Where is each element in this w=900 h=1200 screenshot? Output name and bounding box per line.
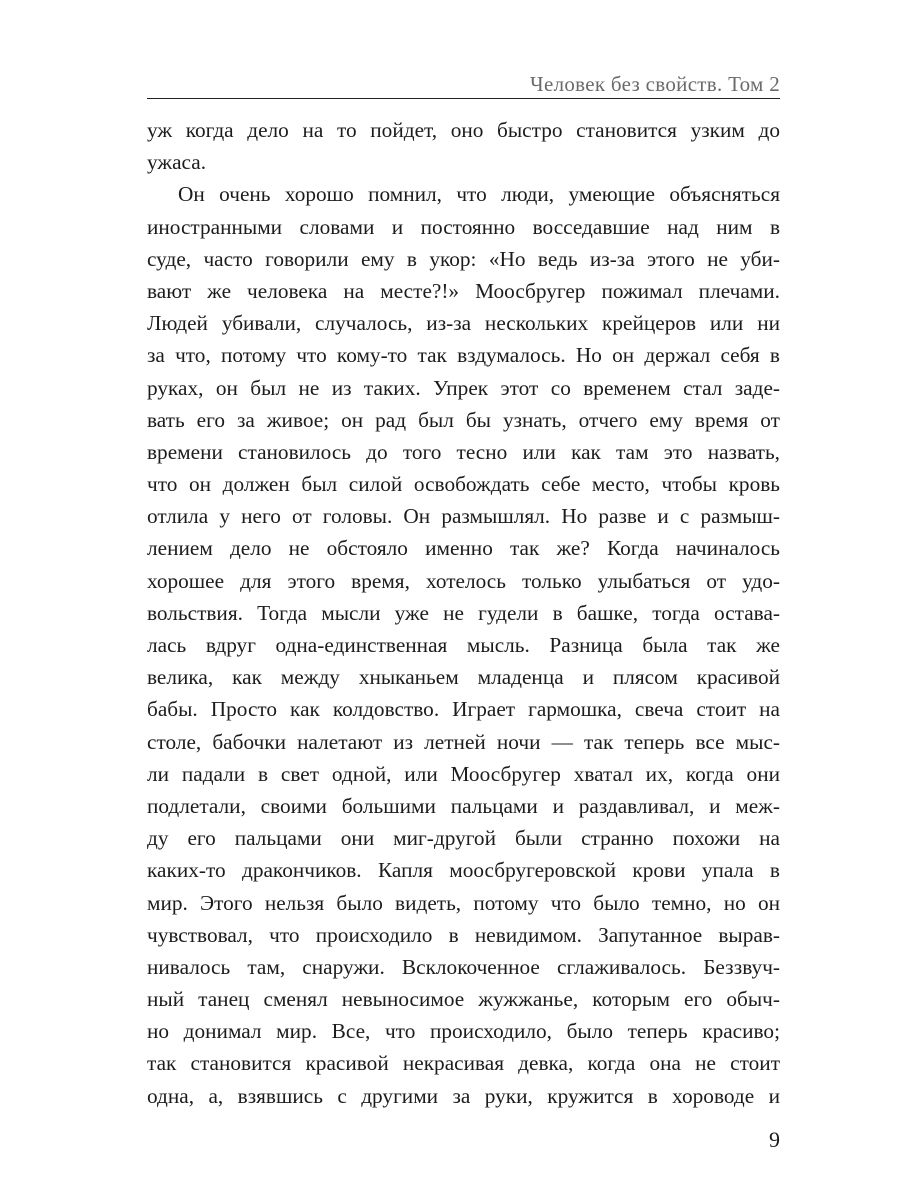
text-line: вольствия. Тогда мысли уже не гудели в башке, тогда остава-	[147, 600, 780, 625]
body-text	[147, 114, 780, 1144]
text-line: времени становилось до того тесно или как там это назвать,	[147, 439, 780, 464]
text-line: Он очень хорошо помнил, что люди, умеющие объясняться	[178, 182, 780, 207]
header-rule	[147, 98, 780, 99]
page-number: 9	[769, 1127, 780, 1152]
text-line: отлила у него от головы. Он размышлял. Но разве и с размыш-	[147, 504, 780, 529]
text-line: одна, а, взявшись с другими за руки, кружится в хороводе и	[147, 1083, 780, 1108]
text-line: лением дело не обстояло именно так же? Когда начиналось	[147, 536, 780, 561]
text-line: руках, он был не из таких. Упрек этот со временем стал заде-	[147, 375, 780, 400]
text-line: за что, потому что кому-то так вздумалось. Но он держал себя в	[147, 343, 780, 368]
text-line: иностранными словами и постоянно восседавшие над ним в	[147, 214, 780, 239]
text-line: вают же человека на месте?!» Моосбругер пожимал плечами.	[147, 278, 780, 303]
text-line: столе, бабочки налетают из летней ночи — так теперь все мыс-	[147, 729, 780, 754]
text-line: каких-то дракончиков. Капля моосбругеровской крови упала в	[147, 858, 780, 883]
running-head: Человек без свойств. Том 2	[530, 72, 780, 96]
text-line: нивалось там, снаружи. Всклокоченное сглаживалось. Беззвуч-	[147, 954, 780, 979]
text-line: но донимал мир. Все, что происходило, было теперь красиво;	[147, 1019, 780, 1044]
text-line: хорошее для этого время, хотелось только улыбаться от удо-	[147, 568, 780, 593]
text-line: велика, как между хныканьем младенца и плясом красивой	[147, 665, 780, 690]
text-line: подлетали, своими большими пальцами и раздавливал, и меж-	[147, 793, 780, 818]
text-line: так становится красивой некрасивая девка, когда она не стоит	[147, 1051, 780, 1076]
text-line: суде, часто говорили ему в укор: «Но ведь из-за этого не уби-	[147, 246, 780, 271]
text-line: что он должен был силой освобождать себе место, чтобы кровь	[147, 472, 780, 497]
text-line: бабы. Просто как колдовство. Играет гармошка, свеча стоит на	[147, 697, 780, 722]
text-line: мир. Этого нельзя было видеть, потому что было темно, но он	[147, 890, 780, 915]
text-line: вать его за живое; он рад был бы узнать, отчего ему время от	[147, 407, 780, 432]
text-line: чувствовал, что происходило в невидимом. Запутанное вырав-	[147, 922, 780, 947]
text-line: ду его пальцами они миг-другой были странно похожи на	[147, 826, 780, 851]
text-line	[147, 1112, 780, 1144]
text-line: уж когда дело на то пойдет, оно быстро становится узким до	[147, 118, 780, 142]
text-line: ный танец сменял невыносимое жужжанье, которым его обыч-	[147, 987, 780, 1012]
text-line: ужаса.	[147, 150, 207, 175]
text-line: лась вдруг одна-единственная мысль. Разница была так же	[147, 633, 780, 657]
text-line: Людей убивали, случалось, из-за нескольких крейцеров или ни	[147, 311, 780, 336]
text-line: ли падали в свет одной, или Моосбругер хватал их, когда они	[147, 761, 780, 786]
